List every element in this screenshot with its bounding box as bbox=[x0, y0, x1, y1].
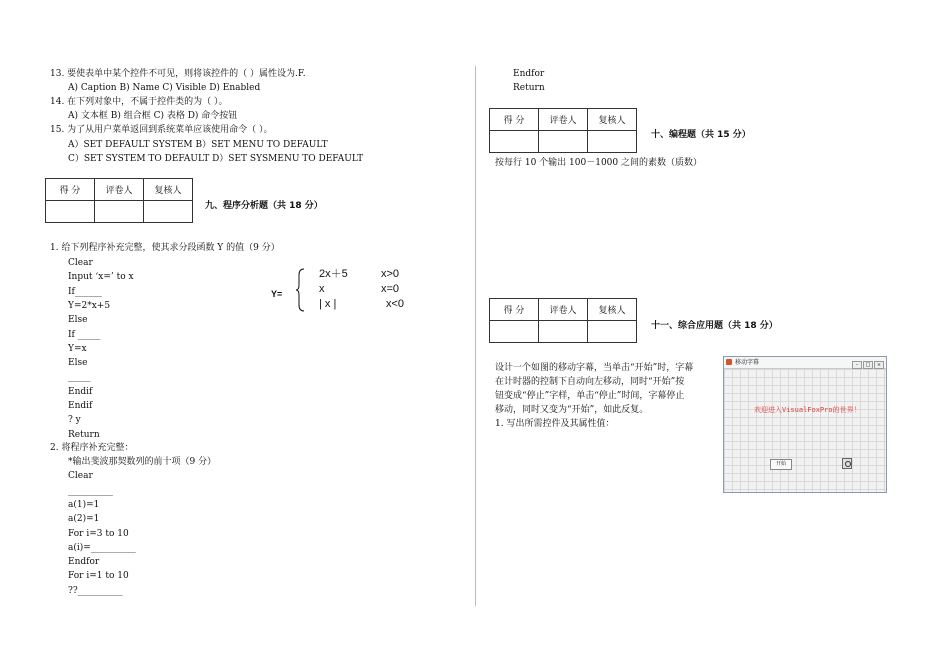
q13-stem: 13. 要使表单中某个控件不可见，则将该控件的（ ）属性设为.F. bbox=[50, 69, 306, 79]
grader-header: 评卷人 bbox=[539, 109, 588, 131]
q14-stem: 14. 在下列对象中，不属于控件类的为（ ）。 bbox=[50, 97, 228, 107]
score-cell bbox=[46, 201, 95, 223]
score-cell bbox=[490, 321, 539, 343]
section-9-title: 九、程序分析题（共 18 分） bbox=[205, 201, 323, 211]
p1-stem: 1. 给下列程序补充完整，使其求分段函数 Y 的值（9 分） bbox=[50, 243, 280, 253]
p1-code-line: If______ bbox=[68, 286, 102, 297]
p1-code-line: Clear bbox=[68, 258, 93, 268]
p1-code-line: _____ bbox=[68, 372, 91, 383]
marquee-label: 欢迎进入VisualFoxPro的世界！ bbox=[754, 406, 861, 414]
score-header: 得 分 bbox=[490, 109, 539, 131]
p1-code-line: Endif bbox=[68, 401, 93, 411]
score-header: 得 分 bbox=[490, 299, 539, 321]
score-cell bbox=[490, 131, 539, 153]
p2-code-line: a(i)=__________ bbox=[68, 542, 136, 553]
app-desc-line-2: 在计时器的控制下自动向左移动，同时“开始”按 bbox=[495, 377, 685, 387]
code-return: Return bbox=[513, 83, 545, 93]
p2-stem: 2. 将程序补充完整： bbox=[50, 443, 134, 453]
grader-cell bbox=[539, 321, 588, 343]
programming-task: 按每行 10 个输出 100－1000 之间的素数（质数） bbox=[495, 158, 702, 168]
q15-options-cd: C）SET SYSTEM TO DEFAULT D）SET SYSMENU TO DEFAULT bbox=[68, 154, 364, 164]
score-table-right-1 bbox=[489, 108, 637, 153]
start-button[interactable]: 开始 bbox=[770, 459, 792, 470]
formula-row3-cond: x<0 bbox=[386, 298, 405, 310]
p2-code-line: ??__________ bbox=[68, 585, 123, 596]
section-10-title: 十、编程题（共 15 分） bbox=[651, 130, 751, 140]
app-question-1: 1. 写出所需控件及其属性值： bbox=[495, 419, 615, 429]
window-titlebar bbox=[724, 357, 886, 369]
reviewer-header: 复核人 bbox=[588, 109, 637, 131]
timer-icon bbox=[842, 458, 852, 469]
app-desc-line-4: 移动，同时又变为“开始”，如此反复。 bbox=[495, 405, 649, 415]
score-table-right-2 bbox=[489, 298, 637, 343]
form-grid bbox=[724, 369, 886, 492]
formula-y: Y= bbox=[271, 289, 283, 299]
window-title: 移动字幕 bbox=[735, 359, 760, 366]
formula-row3-expr: | x | bbox=[319, 298, 337, 310]
q15-options-ab: A）SET DEFAULT SYSTEM B）SET MENU TO DEFAULT bbox=[68, 140, 328, 150]
minimize-icon[interactable]: – bbox=[852, 361, 862, 369]
formula-row2-expr: x bbox=[319, 283, 325, 295]
app-desc-line-1: 设计一个如图的移动字幕，当单击“开始”时，字幕 bbox=[495, 363, 694, 373]
code-endfor: Endfor bbox=[513, 69, 545, 79]
p2-code-line: Endfor bbox=[68, 557, 100, 568]
p2-code-line: Clear bbox=[68, 471, 93, 482]
section-11-title: 十一、综合应用题（共 18 分） bbox=[651, 321, 778, 331]
q14-options: A) 文本框 B) 组合框 C) 表格 D) 命令按钮 bbox=[68, 111, 238, 121]
p1-code-line: Y=x bbox=[68, 343, 87, 354]
column-divider bbox=[475, 66, 476, 606]
q13-options: A) Caption B) Name C) Visible D) Enabled bbox=[68, 83, 261, 93]
close-icon[interactable]: × bbox=[874, 361, 884, 369]
formula-row2-cond: x=0 bbox=[381, 283, 400, 295]
reviewer-cell bbox=[588, 131, 637, 153]
reviewer-header: 复核人 bbox=[144, 179, 193, 201]
grader-cell bbox=[95, 201, 144, 223]
score-header: 得 分 bbox=[46, 179, 95, 201]
reviewer-header: 复核人 bbox=[588, 299, 637, 321]
p2-code-line: For i=3 to 10 bbox=[68, 528, 129, 539]
brace-icon bbox=[296, 268, 306, 312]
p1-code-line: Else bbox=[68, 358, 88, 369]
score-table-left bbox=[45, 178, 193, 223]
p1-code-line: Endif bbox=[68, 386, 93, 397]
formula-row1-cond: x>0 bbox=[381, 268, 400, 280]
p2-code-line: __________ bbox=[68, 485, 113, 496]
marquee-form-window bbox=[723, 356, 887, 493]
grader-header: 评卷人 bbox=[539, 299, 588, 321]
maximize-icon[interactable]: □ bbox=[863, 361, 873, 369]
p2-code-line: a(1)=1 bbox=[68, 499, 100, 510]
reviewer-cell bbox=[588, 321, 637, 343]
p1-code-line: ? y bbox=[68, 415, 81, 426]
p1-code-line: If _____ bbox=[68, 329, 101, 340]
app-desc-line-3: 钮变成“停止”字样，单击“停止”时间，字幕停止 bbox=[495, 391, 685, 401]
p1-code-line: Else bbox=[68, 315, 88, 326]
p1-code-line: Return bbox=[68, 429, 100, 440]
form-icon bbox=[726, 359, 732, 365]
grader-cell bbox=[539, 131, 588, 153]
grader-header: 评卷人 bbox=[95, 179, 144, 201]
reviewer-cell bbox=[144, 201, 193, 223]
p1-code-line: Input ‘x=’ to x bbox=[68, 272, 134, 283]
q15-stem: 15. 为了从用户菜单返回到系统菜单应该使用命令（ ）。 bbox=[50, 125, 273, 135]
p2-code-line: a(2)=1 bbox=[68, 514, 100, 525]
p2-code-line: *输出斐波那契数列的前十项（9 分） bbox=[68, 457, 217, 467]
formula-row1-expr: 2x＋5 bbox=[319, 268, 348, 280]
p2-code-line: For i=1 to 10 bbox=[68, 571, 129, 582]
p1-code-line: Y=2*x+5 bbox=[68, 300, 111, 311]
